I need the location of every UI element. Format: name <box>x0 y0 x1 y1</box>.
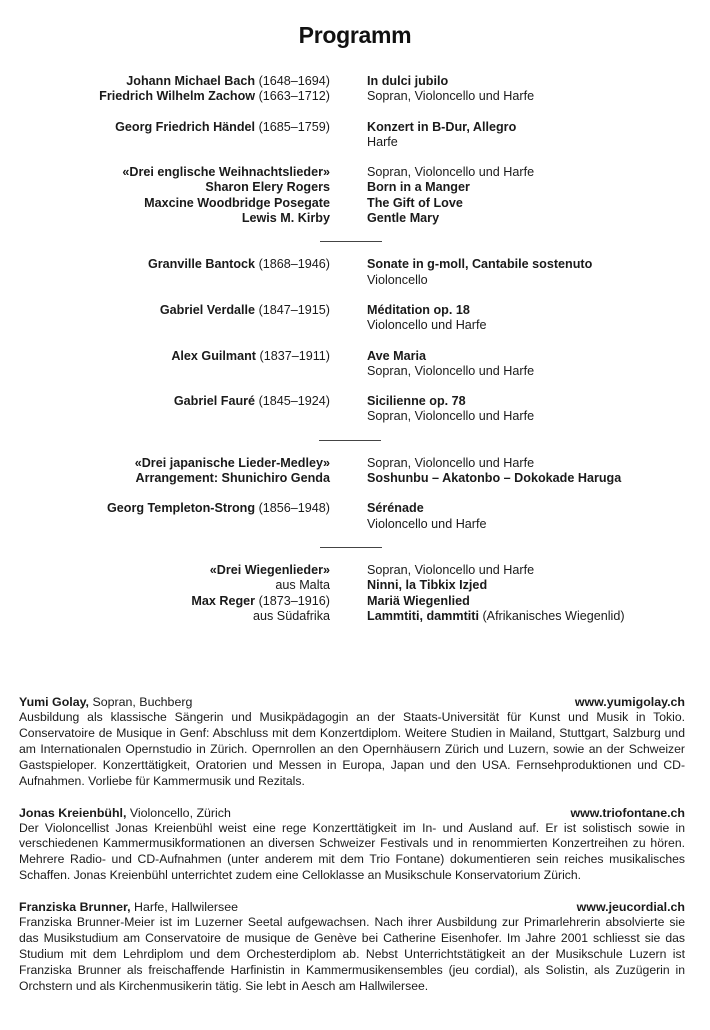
program-row <box>0 609 710 624</box>
group-title: «Drei japanische Lieder-Medley» <box>134 455 330 470</box>
origin: aus Malta <box>275 578 330 593</box>
program-row <box>0 318 710 333</box>
composer-dates: (1663–1712) <box>258 89 330 104</box>
artist-name: Yumi Golay, <box>19 695 90 709</box>
work-title: Konzert in B-Dur, Allegro <box>367 119 517 134</box>
composer-name: Gabriel Fauré <box>173 394 256 409</box>
bio-yumi-golay <box>19 694 685 790</box>
composer-dates: (1847–1915) <box>258 302 330 317</box>
program-row <box>0 578 710 593</box>
artist-name: Jonas Kreienbühl, <box>19 805 127 820</box>
work-title: Ninni, la Tibkix Izjed <box>367 578 488 593</box>
work-title: Sonate in g-moll, Cantabile sostenuto <box>367 257 593 272</box>
program-row <box>0 594 710 609</box>
bio-franziska-brunner <box>19 899 685 995</box>
program-row <box>0 180 710 195</box>
composer-name: Maxcine Woodbridge Posegate <box>144 195 330 210</box>
work-title: Born in a Manger <box>367 180 470 195</box>
composer-dates: (1856–1948) <box>258 501 330 516</box>
artist-role: Sopran, Buchberg <box>92 695 193 709</box>
program-row <box>0 456 710 471</box>
program-row <box>0 211 710 226</box>
work-title: In dulci jubilo <box>367 74 449 88</box>
program-list <box>0 74 710 624</box>
instrumentation: Violoncello und Harfe <box>367 318 487 333</box>
origin: aus Südafrika <box>252 608 330 623</box>
composer-name: Friedrich Wilhelm Zachow <box>99 89 256 104</box>
composer-dates: (1685–1759) <box>258 119 330 134</box>
artist-website-link[interactable]: www.triofontane.ch <box>570 805 685 820</box>
composer-name: Alex Guilmant <box>171 348 256 363</box>
instrumentation: Harfe <box>367 134 398 149</box>
work-note: (Afrikanisches Wiegenlid) <box>482 608 625 623</box>
work-title: Sérénade <box>367 501 424 516</box>
section-divider <box>0 425 710 456</box>
artist-name: Franziska Brunner, <box>19 900 131 915</box>
composer-name: Georg Templeton-Strong <box>106 501 256 516</box>
program-row <box>0 563 710 578</box>
bio-jonas-kreienbuehl <box>19 805 685 885</box>
program-row <box>0 120 710 135</box>
composer-name: Gabriel Verdalle <box>159 302 256 317</box>
work-title: The Gift of Love <box>367 195 463 210</box>
program-row <box>0 89 710 104</box>
section-divider <box>0 532 710 563</box>
artist-bios <box>19 694 685 1010</box>
program-row <box>0 257 710 272</box>
group-title: «Drei englische Weihnachtslieder» <box>122 165 330 180</box>
instrumentation: Sopran, Violoncello und Harfe <box>367 363 535 378</box>
bio-text: Franziska Brunner-Meier ist im Luzerner Seetal aufgewachsen. Nach ihrer Ausbildung zur Primarlehrerin absolvierte sie das Musikstudium am Conservatoire de musique de Genève bei Catherine Eisenhofer. Im Jahre 2001 schliesst sie das Studium mit dem Lehrdiplom und dem Orchesterdiplom ab. Nebst Unterrichtstätigkeit an der Musikschule Luzern ist Franziska Brunner als freischaffende Harfinistin in Kammermusikensembles (jeu cordial), als Solistin, als Zuzügerin in Orchstern und als Kirchenmusikerin tätig. Sie lebt in Aesch am Hallwilersee. <box>19 915 685 993</box>
work-title: Méditation op. 18 <box>367 302 470 317</box>
artist-website-link[interactable]: www.yumigolay.ch <box>574 695 685 709</box>
program-row <box>0 74 710 89</box>
program-row <box>0 501 710 516</box>
instrumentation: Sopran, Violoncello und Harfe <box>367 165 535 180</box>
section-divider <box>0 226 710 257</box>
composer-name: Johann Michael Bach <box>126 74 256 88</box>
artist-role: Violoncello, Zürich <box>129 805 231 820</box>
work-title: Lammtiti, dammtiti <box>367 608 479 623</box>
program-row <box>0 394 710 409</box>
artist-role: Harfe, Hallwilersee <box>134 900 238 915</box>
composer-name: Granville Bantock <box>147 257 256 272</box>
work-title: Sicilienne op. 78 <box>367 394 466 409</box>
artist-website-link[interactable]: www.jeucordial.ch <box>576 900 685 915</box>
instrumentation: Violoncello <box>367 272 428 287</box>
bio-text: Ausbildung als klassische Sängerin und Musikpädagogin an der Staats-Universität für Kunst und Musik in Tokio. Conservatoire de Musique in Genf: Abschluss mit dem Konzertdiplom. Weitere Studien in Mailand, Stuttgart, Salzburg und am Internationalen Opernstudio in Zürich. Opernrollen an den Opernhäusern Zürich und Luzern, sowie an der Schweizer Gastspieloper. Konzerttätigkeit, Oratorien und Messen in Europa, Japan und den USA. Fernsehproduktionen und CD-Aufnahmen. Vorliebe für Kammermusik und Rezitals. <box>19 710 685 788</box>
instrumentation: Sopran, Violoncello und Harfe <box>367 455 535 470</box>
composer-dates: (1868–1946) <box>258 257 330 272</box>
group-title: «Drei Wiegenlieder» <box>209 562 330 577</box>
program-row <box>0 165 710 180</box>
composer-name: Georg Friedrich Händel <box>115 119 256 134</box>
page-title: Programm <box>298 22 412 48</box>
program-row <box>0 303 710 318</box>
composer-name: Sharon Elery Rogers <box>205 180 330 195</box>
program-row <box>0 196 710 211</box>
instrumentation: Violoncello und Harfe <box>367 516 487 531</box>
composer-dates: (1837–1911) <box>259 348 330 363</box>
work-title: Mariä Wiegenlied <box>367 593 470 608</box>
composer-name: Max Reger <box>191 593 256 608</box>
instrumentation: Sopran, Violoncello und Harfe <box>367 409 535 424</box>
arranger: Arrangement: Shunichiro Genda <box>135 471 330 486</box>
program-row <box>0 517 710 532</box>
work-title: Gentle Mary <box>367 211 440 226</box>
composer-dates: (1648–1694) <box>258 74 330 88</box>
bio-text: Der Violoncellist Jonas Kreienbühl weist eine rege Konzerttätigkeit im In- und Ausland auf. Er ist solistisch sowie in verschiedenen Kammermusikformationen an diversen Schweizer Festivals und in renommierten Konzertreihen zu hören. Mehrere Radio- und CD-Aufnahmen (unter anderem mit dem Trio Fontane) dokumentieren sein reiches musikalisches Schaffen. Jonas Kreienbühl unterrichtet zudem eine Celloklasse an Musikschule Konservatorium Zürich. <box>19 820 685 883</box>
composer-name: Lewis M. Kirby <box>241 211 330 226</box>
instrumentation: Sopran, Violoncello und Harfe <box>367 562 535 577</box>
program-row <box>0 135 710 150</box>
program-row <box>0 364 710 379</box>
program-row <box>0 471 710 486</box>
composer-dates: (1873–1916) <box>258 593 330 608</box>
composer-dates: (1845–1924) <box>258 394 330 409</box>
program-row <box>0 273 710 288</box>
program-row <box>0 349 710 364</box>
instrumentation: Sopran, Violoncello und Harfe <box>367 89 535 104</box>
work-title: Soshunbu – Akatonbo – Dokokade Haruga <box>367 471 622 486</box>
program-row <box>0 409 710 424</box>
work-title: Ave Maria <box>367 348 427 363</box>
